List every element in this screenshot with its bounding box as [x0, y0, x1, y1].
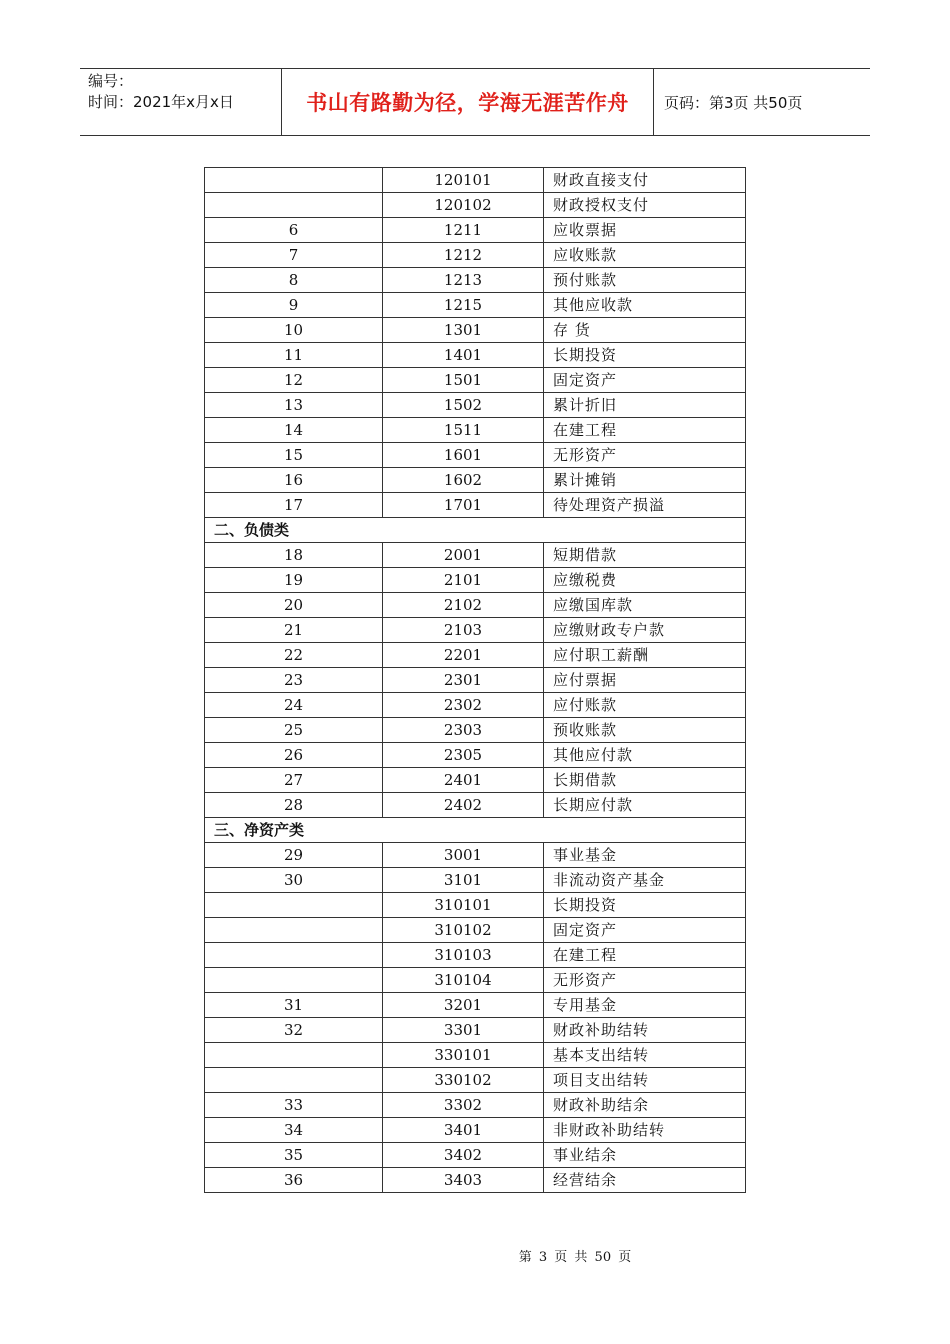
- section-title: 三、净资产类: [205, 818, 746, 843]
- table-row: [205, 993, 746, 1018]
- account-code-cell: 3401: [383, 1118, 544, 1143]
- row-number-cell: [205, 193, 383, 218]
- table-row: [205, 668, 746, 693]
- row-number-cell: 27: [205, 768, 383, 793]
- row-number-cell: 14: [205, 418, 383, 443]
- account-code-cell: 1213: [383, 268, 544, 293]
- table-row: [205, 568, 746, 593]
- account-code-cell: 310104: [383, 968, 544, 993]
- account-code-cell: 120102: [383, 193, 544, 218]
- account-code-cell: 1502: [383, 393, 544, 418]
- table-row: [205, 468, 746, 493]
- account-code-cell: 1211: [383, 218, 544, 243]
- document-date-label: 时间：2021年x月x日: [88, 93, 234, 111]
- account-code-cell: 1701: [383, 493, 544, 518]
- row-number-cell: 6: [205, 218, 383, 243]
- table-row: [205, 693, 746, 718]
- account-code-cell: 2402: [383, 793, 544, 818]
- account-code-cell: 2101: [383, 568, 544, 593]
- account-name-cell: 财政补助结余: [544, 1093, 746, 1118]
- row-number-cell: 32: [205, 1018, 383, 1043]
- row-number-cell: 31: [205, 993, 383, 1018]
- row-number-cell: 34: [205, 1118, 383, 1143]
- table-row: [205, 618, 746, 643]
- account-name-cell: 存 货: [544, 318, 746, 343]
- account-code-cell: 310103: [383, 943, 544, 968]
- account-name-cell: 其他应收款: [544, 293, 746, 318]
- row-number-cell: [205, 968, 383, 993]
- account-code-cell: 2102: [383, 593, 544, 618]
- row-number-cell: [205, 918, 383, 943]
- table-row: [205, 1168, 746, 1193]
- account-code-cell: 3301: [383, 1018, 544, 1043]
- account-name-cell: 固定资产: [544, 368, 746, 393]
- table-row: [205, 793, 746, 818]
- document-number-label: 编号：: [88, 72, 134, 90]
- account-name-cell: 待处理资产损溢: [544, 493, 746, 518]
- account-code-cell: 3101: [383, 868, 544, 893]
- header-page-label: 页码：第3页 共50页: [664, 93, 803, 112]
- row-number-cell: 11: [205, 343, 383, 368]
- row-number-cell: 19: [205, 568, 383, 593]
- table-row: [205, 1143, 746, 1168]
- account-name-cell: 应收票据: [544, 218, 746, 243]
- table-row: [205, 643, 746, 668]
- account-name-cell: 固定资产: [544, 918, 746, 943]
- row-number-cell: 12: [205, 368, 383, 393]
- account-name-cell: 无形资产: [544, 443, 746, 468]
- account-name-cell: 长期投资: [544, 343, 746, 368]
- account-name-cell: 长期应付款: [544, 793, 746, 818]
- table-row: [205, 368, 746, 393]
- table-row: [205, 718, 746, 743]
- table-row: [205, 1068, 746, 1093]
- account-code-cell: 1215: [383, 293, 544, 318]
- page-footer: 第 3 页 共 50 页: [518, 1250, 632, 1265]
- row-number-cell: 16: [205, 468, 383, 493]
- account-code-cell: 310101: [383, 893, 544, 918]
- row-number-cell: 24: [205, 693, 383, 718]
- account-name-cell: 专用基金: [544, 993, 746, 1018]
- account-name-cell: 长期借款: [544, 768, 746, 793]
- row-number-cell: 28: [205, 793, 383, 818]
- account-code-cell: 2001: [383, 543, 544, 568]
- row-number-cell: [205, 943, 383, 968]
- row-number-cell: 7: [205, 243, 383, 268]
- account-name-cell: 事业结余: [544, 1143, 746, 1168]
- row-number-cell: [205, 893, 383, 918]
- table-row: [205, 943, 746, 968]
- account-code-cell: 3403: [383, 1168, 544, 1193]
- table-row: [205, 443, 746, 468]
- account-name-cell: 应付职工薪酬: [544, 643, 746, 668]
- row-number-cell: 25: [205, 718, 383, 743]
- account-code-cell: 1501: [383, 368, 544, 393]
- row-number-cell: 29: [205, 843, 383, 868]
- account-name-cell: 累计折旧: [544, 393, 746, 418]
- header-meta: [80, 69, 282, 135]
- account-name-cell: 项目支出结转: [544, 1068, 746, 1093]
- row-number-cell: 20: [205, 593, 383, 618]
- account-name-cell: 在建工程: [544, 943, 746, 968]
- table-row: [205, 768, 746, 793]
- account-code-cell: 120101: [383, 168, 544, 193]
- table-row: [205, 243, 746, 268]
- account-name-cell: 预收账款: [544, 718, 746, 743]
- account-name-cell: 长期投资: [544, 893, 746, 918]
- account-name-cell: 应缴税费: [544, 568, 746, 593]
- account-name-cell: 预付账款: [544, 268, 746, 293]
- account-code-cell: 330101: [383, 1043, 544, 1068]
- table-row: [205, 743, 746, 768]
- account-name-cell: 非财政补助结转: [544, 1118, 746, 1143]
- account-name-cell: 财政补助结转: [544, 1018, 746, 1043]
- section-header-row: [205, 518, 746, 543]
- section-header-row: [205, 818, 746, 843]
- table-row: [205, 193, 746, 218]
- row-number-cell: 9: [205, 293, 383, 318]
- account-code-cell: 3402: [383, 1143, 544, 1168]
- account-name-cell: 应缴国库款: [544, 593, 746, 618]
- account-code-cell: 310102: [383, 918, 544, 943]
- row-number-cell: 10: [205, 318, 383, 343]
- account-code-table-body: [205, 168, 746, 1193]
- account-code-cell: 3201: [383, 993, 544, 1018]
- row-number-cell: 8: [205, 268, 383, 293]
- row-number-cell: 17: [205, 493, 383, 518]
- account-code-cell: 2305: [383, 743, 544, 768]
- table-row: [205, 418, 746, 443]
- account-name-cell: 应付票据: [544, 668, 746, 693]
- row-number-cell: 13: [205, 393, 383, 418]
- row-number-cell: 26: [205, 743, 383, 768]
- table-row: [205, 918, 746, 943]
- account-code-cell: 2401: [383, 768, 544, 793]
- account-code-cell: 2201: [383, 643, 544, 668]
- row-number-cell: [205, 168, 383, 193]
- table-row: [205, 268, 746, 293]
- table-row: [205, 843, 746, 868]
- table-row: [205, 168, 746, 193]
- account-code-cell: 1511: [383, 418, 544, 443]
- row-number-cell: [205, 1043, 383, 1068]
- table-row: [205, 318, 746, 343]
- account-name-cell: 短期借款: [544, 543, 746, 568]
- account-code-cell: 3302: [383, 1093, 544, 1118]
- page-header: [80, 68, 870, 136]
- row-number-cell: 21: [205, 618, 383, 643]
- table-row: [205, 293, 746, 318]
- table-row: [205, 868, 746, 893]
- row-number-cell: 35: [205, 1143, 383, 1168]
- row-number-cell: 23: [205, 668, 383, 693]
- table-row: [205, 543, 746, 568]
- account-name-cell: 经营结余: [544, 1168, 746, 1193]
- table-row: [205, 1018, 746, 1043]
- table-row: [205, 218, 746, 243]
- table-row: [205, 968, 746, 993]
- account-name-cell: 财政授权支付: [544, 193, 746, 218]
- account-name-cell: 其他应付款: [544, 743, 746, 768]
- section-title: 二、负债类: [205, 518, 746, 543]
- table-row: [205, 1043, 746, 1068]
- header-motto: 书山有路勤为径，学海无涯苦作舟: [282, 69, 654, 135]
- account-code-cell: 3001: [383, 843, 544, 868]
- account-code-cell: 2302: [383, 693, 544, 718]
- table-row: [205, 593, 746, 618]
- account-name-cell: 事业基金: [544, 843, 746, 868]
- account-code-table: [204, 167, 746, 1193]
- account-name-cell: 无形资产: [544, 968, 746, 993]
- account-name-cell: 应缴财政专户款: [544, 618, 746, 643]
- table-row: [205, 343, 746, 368]
- row-number-cell: 36: [205, 1168, 383, 1193]
- account-code-cell: 2301: [383, 668, 544, 693]
- table-row: [205, 393, 746, 418]
- account-name-cell: 应收账款: [544, 243, 746, 268]
- account-name-cell: 财政直接支付: [544, 168, 746, 193]
- account-code-cell: 330102: [383, 1068, 544, 1093]
- table-row: [205, 1093, 746, 1118]
- account-name-cell: 累计摊销: [544, 468, 746, 493]
- row-number-cell: 22: [205, 643, 383, 668]
- account-code-cell: 1601: [383, 443, 544, 468]
- row-number-cell: [205, 1068, 383, 1093]
- account-name-cell: 应付账款: [544, 693, 746, 718]
- account-name-cell: 基本支出结转: [544, 1043, 746, 1068]
- table-row: [205, 1118, 746, 1143]
- row-number-cell: 18: [205, 543, 383, 568]
- account-code-cell: 1602: [383, 468, 544, 493]
- account-code-cell: 1401: [383, 343, 544, 368]
- table-row: [205, 493, 746, 518]
- row-number-cell: 15: [205, 443, 383, 468]
- account-code-cell: 2303: [383, 718, 544, 743]
- account-code-cell: 1212: [383, 243, 544, 268]
- row-number-cell: 33: [205, 1093, 383, 1118]
- account-name-cell: 在建工程: [544, 418, 746, 443]
- account-code-cell: 1301: [383, 318, 544, 343]
- table-row: [205, 893, 746, 918]
- row-number-cell: 30: [205, 868, 383, 893]
- account-name-cell: 非流动资产基金: [544, 868, 746, 893]
- account-code-cell: 2103: [383, 618, 544, 643]
